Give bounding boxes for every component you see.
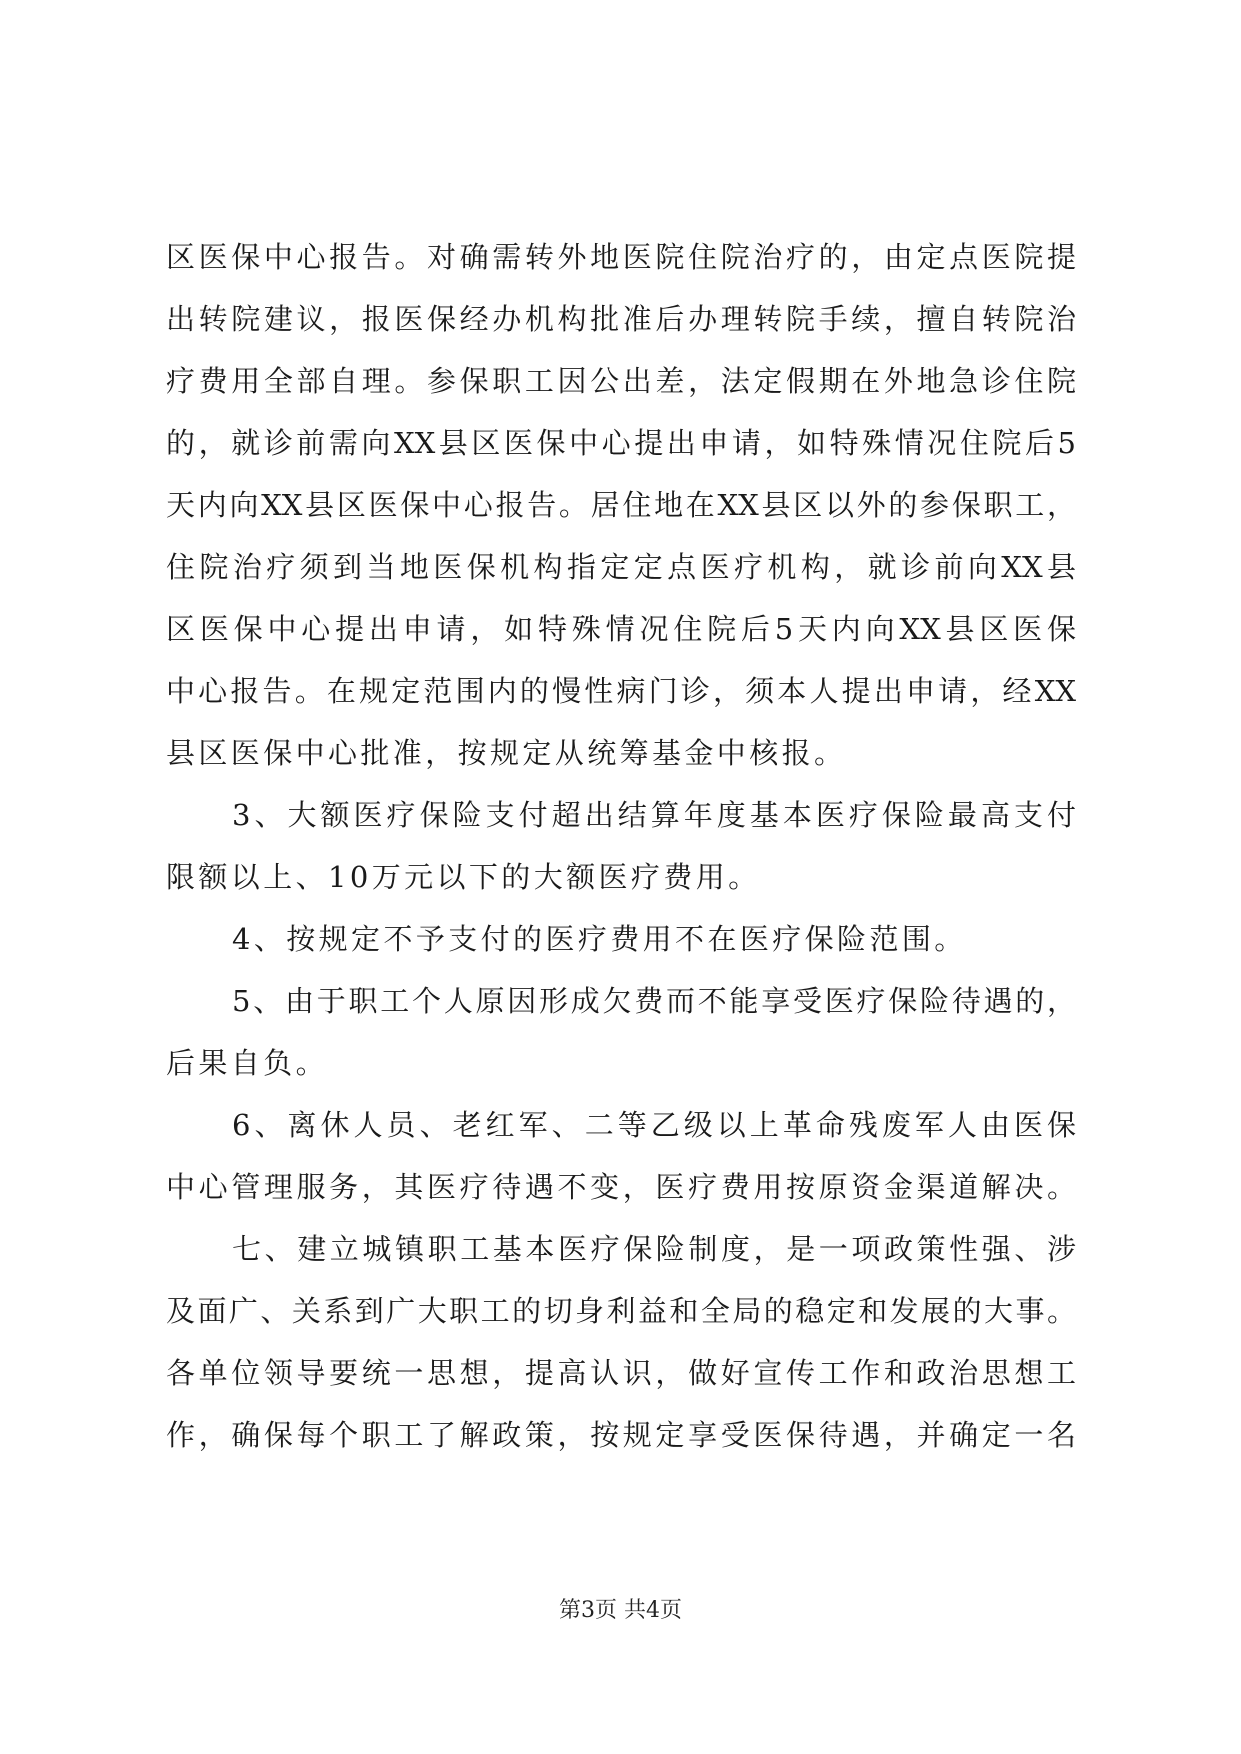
paragraph-line: 中心管理服务，其医疗待遇不变，医疗费用按原资金渠道解决。: [166, 1170, 1076, 1204]
paragraph-line: 3、大额医疗保险支付超出结算年度基本医疗保险最高支付: [232, 798, 1076, 832]
paragraph-line: 出转院建议，报医保经办机构批准后办理转院手续，擅自转院治: [166, 302, 1076, 336]
paragraph-line: 各单位领导要统一思想，提高认识，做好宣传工作和政治思想工: [166, 1356, 1076, 1390]
paragraph-line: 的，就诊前需向XX县区医保中心提出申请，如特殊情况住院后5: [166, 426, 1076, 460]
paragraph-line: 区医保中心提出申请，如特殊情况住院后5天内向XX县区医保: [166, 612, 1076, 646]
paragraph-line: 住院治疗须到当地医保机构指定定点医疗机构，就诊前向XX县: [166, 550, 1076, 584]
paragraph-line: 5、由于职工个人原因形成欠费而不能享受医疗保险待遇的，: [232, 984, 1076, 1018]
paragraph-line: 天内向XX县区医保中心报告。居住地在XX县区以外的参保职工，: [166, 488, 1076, 522]
paragraph-line: 4、按规定不予支付的医疗费用不在医疗保险范围。: [232, 922, 967, 956]
paragraph-line: 限额以上、10万元以下的大额医疗费用。: [166, 860, 761, 894]
paragraph-line: 中心报告。在规定范围内的慢性病门诊，须本人提出申请，经XX: [166, 674, 1076, 708]
paragraph-line: 6、离休人员、老红军、二等乙级以上革命残废军人由医保: [232, 1108, 1076, 1142]
paragraph-line: 及面广、关系到广大职工的切身利益和全局的稳定和发展的大事。: [166, 1294, 1076, 1328]
paragraph-line: 疗费用全部自理。参保职工因公出差，法定假期在外地急诊住院: [166, 364, 1076, 398]
document-body: [166, 226, 1076, 1466]
paragraph-line: 作，确保每个职工了解政策，按规定享受医保待遇，并确定一名: [166, 1418, 1076, 1452]
paragraph-line: 后果自负。: [166, 1046, 329, 1080]
page-number: 第3页 共4页: [559, 1598, 682, 1623]
paragraph-line: 县区医保中心批准，按规定从统筹基金中核报。: [166, 736, 847, 770]
paragraph-line: 区医保中心报告。对确需转外地医院住院治疗的，由定点医院提: [166, 240, 1076, 274]
paragraph-line: 七、建立城镇职工基本医疗保险制度，是一项政策性强、涉: [232, 1232, 1076, 1266]
